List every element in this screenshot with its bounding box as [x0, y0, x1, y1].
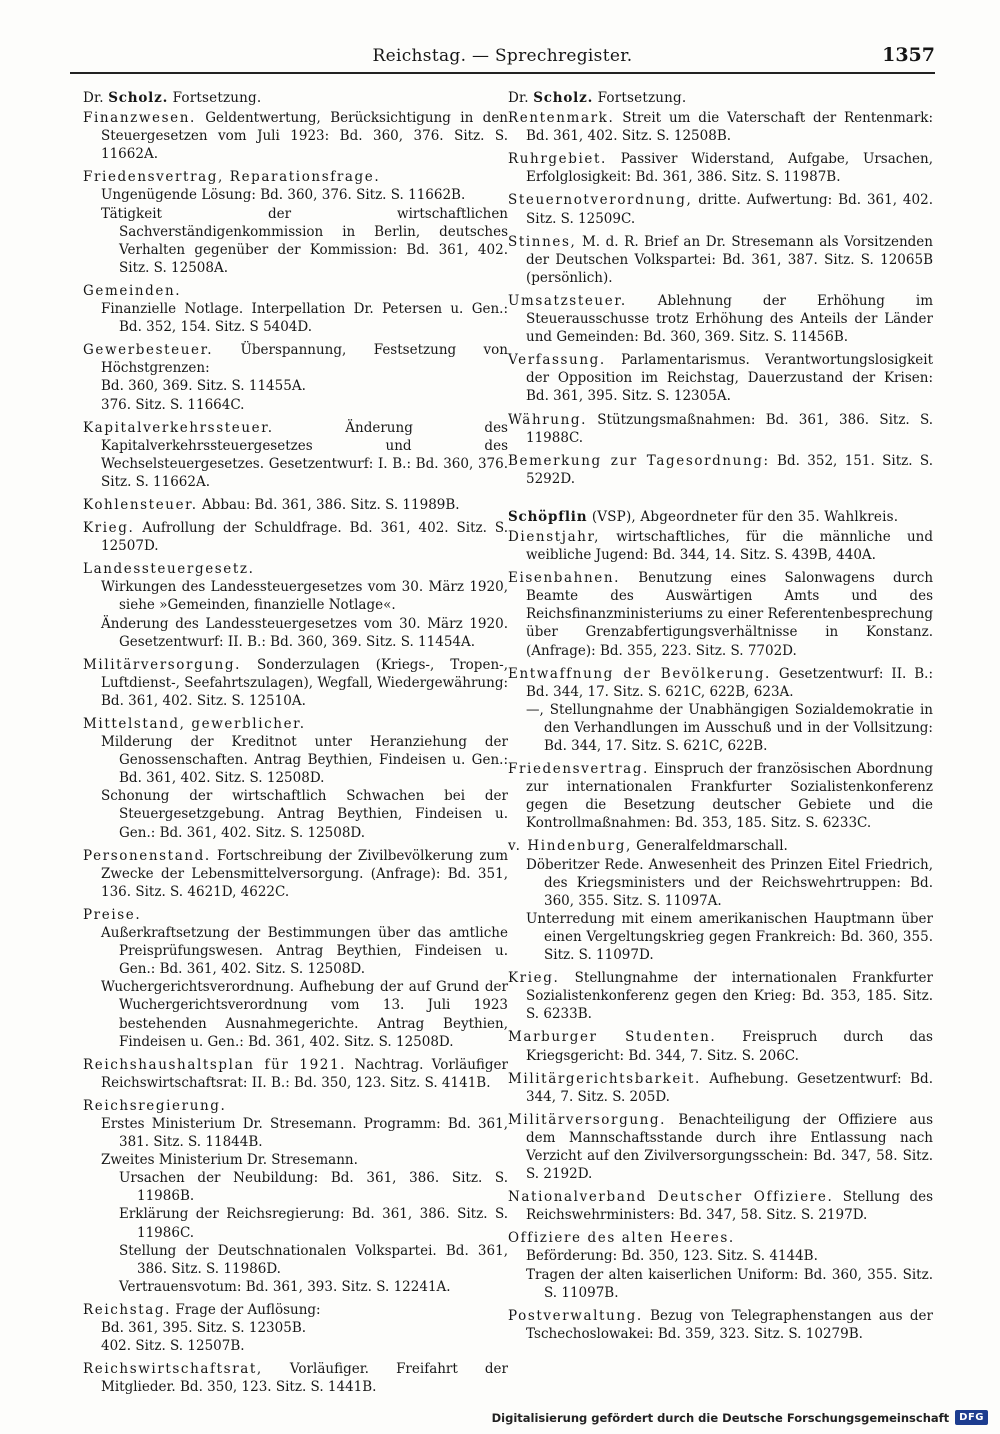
- index-entry: [83, 847, 508, 901]
- index-entry: [83, 1056, 508, 1092]
- index-entry: [508, 150, 933, 186]
- entry-subitem: Tätigkeit der wirtschaftlichen Sachverständigenkommission in Berlin, deutsches Verhalten gegenüber der Kommission: Bd. 361, 402. Sitz. S. 12508A.: [101, 205, 508, 276]
- entry-text: Änderung des Kapitalverkehrssteuergesetzes und des Wechselsteuergesetzes. Gesetzentwurf: I. B.: Bd. 360, 376. Sitz. S. 11662A.: [101, 419, 508, 490]
- entry-headword: Eisenbahnen.: [508, 570, 621, 587]
- index-entry: [83, 1301, 508, 1319]
- entry-text: Generalfeldmarschall.: [636, 838, 788, 855]
- entry-headword: Friedensvertrag, Reparationsfrage.: [83, 169, 381, 186]
- index-entry: [83, 282, 508, 300]
- footer-credit: Digitalisierung gefördert durch die Deutsche Forschungsgemeinschaft: [491, 1410, 950, 1425]
- entry-headword: Mittelstand, gewerblicher.: [83, 716, 306, 732]
- entry-text: Aufrollung der Schuldfrage. Bd. 361, 402. Sitz. S. 12507D.: [101, 520, 508, 555]
- entry-text: Überspannung, Festsetzung von Höchstgrenzen:: [101, 342, 508, 377]
- entry-text: Abbau: Bd. 361, 386. Sitz. S. 11989B.: [201, 496, 460, 513]
- entry-text: M. d. R. Brief an Dr. Stresemann als Vorsitzenden der Deutschen Volkspartei: Bd. 361, 387. Sitz. S. 12065B (persönlich).: [526, 233, 933, 286]
- entry-headword: Offiziere des alten Heeres.: [508, 1230, 735, 1247]
- entry-text: Frage der Auflösung:: [175, 1301, 321, 1318]
- entry-headword: Steuernotverordnung,: [508, 192, 693, 209]
- speaker-heading: [83, 89, 508, 107]
- index-entry: [508, 1028, 933, 1064]
- index-entry: [508, 1070, 933, 1106]
- entry-headword: Rentenmark.: [508, 110, 615, 127]
- entry-headword: Währung.: [508, 411, 588, 428]
- entry-text: Aufhebung. Gesetzentwurf: Bd. 344, 7. Sitz. S. 205D.: [526, 1070, 933, 1105]
- entry-headword: Gewerbesteuer.: [83, 342, 214, 359]
- index-entry: [83, 715, 508, 733]
- entry-headword: v. Hindenburg,: [508, 838, 632, 855]
- index-entry: [508, 760, 933, 832]
- speaker-note: Fortsetzung.: [597, 90, 687, 106]
- entry-headword: Bemerkung zur Tagesordnung:: [508, 452, 770, 469]
- right-column: [508, 89, 933, 1343]
- index-entry: [508, 109, 933, 145]
- entry-text: Passiver Widerstand, Aufgabe, Ursachen, Erfolglosigkeit: Bd. 361, 386. Sitz. S. 11987B.: [526, 151, 933, 186]
- index-entry: [83, 1360, 508, 1396]
- page-header: [70, 44, 935, 74]
- entry-text: Bd. 352, 151. Sitz. S. 5292D.: [526, 452, 933, 487]
- entry-headword: Friedensvertrag.: [508, 761, 649, 778]
- entry-subitem: Bd. 361, 395. Sitz. S. 12305B.: [101, 1320, 307, 1336]
- entry-subitem: Milderung der Kreditnot unter Heranziehung der Genossenschaften. Antrag Beythien, Findeisen u. Gen.: Bd. 361, 402. Sitz. S. 12508D.: [101, 734, 508, 787]
- entry-text: Stützungsmaßnahmen: Bd. 361, 386. Sitz. S. 11988C.: [526, 411, 933, 446]
- index-entry: [83, 496, 508, 514]
- entry-headword: Personenstand.: [83, 847, 211, 864]
- entry-text: Ablehnung der Erhöhung im Steuerausschusse trotz Erhöhung des Anteils der Länder und Gemeinden: Bd. 360, 369. Sitz. S. 11456B.: [526, 292, 933, 346]
- index-entry: [508, 1188, 933, 1224]
- entry-text: Benutzung eines Salonwagens durch Beamte des Auswärtigen Amts und des Reichsfinanzministeriums zu einer Referentenbesprechung über Grenzabfertigungsverhältnisse in Konstanz. (Anfrage): Bd. 355, 223. Sitz. S. 7702D.: [526, 570, 934, 659]
- speaker-note: (VSP), Abgeordneter für den 35. Wahlkreis.: [591, 508, 899, 525]
- entry-subitem: Tragen der alten kaiserlichen Uniform: Bd. 360, 355. Sitz. S. 11097B.: [526, 1266, 933, 1301]
- entry-subitem: Wuchergerichtsverordnung. Aufhebung der auf Grund der Wuchergerichtsverordnung vom 13. Juli 1923 bestehenden Ausnahmegerichte. Antrag Beythien, Findeisen u. Gen.: Bd. 361, 402. Sitz. S. 12508D.: [101, 979, 508, 1050]
- entry-headword: Reichshaushaltsplan für 1921.: [83, 1056, 347, 1073]
- speaker-heading: [508, 89, 933, 107]
- index-entry: [83, 519, 508, 555]
- index-entry: [83, 560, 508, 578]
- entry-headword: Postverwaltung.: [508, 1307, 643, 1324]
- entry-text: Bezug von Telegraphenstangen aus der Tschechoslowakei: Bd. 359, 323. Sitz. S. 10279B.: [526, 1307, 933, 1342]
- entry-headword: Preise.: [83, 906, 142, 923]
- entry-headword: Umsatzsteuer.: [508, 292, 627, 309]
- entry-text: Freispruch durch das Kriegsgericht: Bd. 344, 7. Sitz. S. 206C.: [526, 1029, 933, 1064]
- entry-text: Geldentwertung, Berücksichtigung in den Steuergesetzen vom Juli 1923: Bd. 360, 376. Sitz. S. 11662A.: [101, 110, 509, 163]
- entry-subitem: Zweites Ministerium Dr. Stresemann.: [101, 1152, 358, 1169]
- entry-subitem: Finanzielle Notlage. Interpellation Dr. Petersen u. Gen.: Bd. 352, 154. Sitz. S 5404D.: [101, 301, 508, 336]
- entry-headword: Entwaffnung der Bevölkerung.: [508, 665, 771, 682]
- speaker-name: Schöpflin: [508, 508, 588, 525]
- entry-headword: Militärgerichtsbarkeit.: [508, 1070, 701, 1087]
- speaker-title: Dr.: [83, 90, 104, 106]
- entry-headword: Kohlensteuer.: [83, 496, 198, 513]
- index-entry: [508, 233, 933, 287]
- entry-text: Sonderzulagen (Kriegs-, Tropen-, Luftdienst-, Seefahrtszulagen), Wegfall, Wiedergewährung: Bd. 361, 402. Sitz. S. 12510A.: [101, 656, 509, 709]
- entry-text: dritte. Aufwertung: Bd. 361, 402. Sitz. S. 12509C.: [526, 192, 933, 227]
- index-entry: [83, 419, 508, 491]
- speaker-title: Dr.: [508, 90, 529, 106]
- entry-text: wirtschaftliches, für die männliche und weibliche Jugend: Bd. 344, 14. Sitz. S. 439B, 440A.: [526, 528, 933, 564]
- entry-subitem: Stellung der Deutschnationalen Volkspartei. Bd. 361, 386. Sitz. S. 11986D.: [119, 1242, 508, 1277]
- entry-subitem: Ursachen der Neubildung: Bd. 361, 386. Sitz. S. 11986B.: [119, 1170, 508, 1205]
- index-entry: [508, 351, 933, 405]
- index-entry: [508, 665, 933, 701]
- entry-text: Gesetzentwurf: II. B.: Bd. 344, 17. Sitz. S. 621C, 622B, 623A.: [526, 665, 933, 700]
- entry-text: Nachtrag. Vorläufiger Reichswirtschaftsrat: II. B.: Bd. 350, 123. Sitz. S. 4141B.: [101, 1056, 508, 1091]
- index-entry: [508, 528, 933, 564]
- entry-subitem: Schonung der wirtschaftlich Schwachen bei der Steuergesetzgebung. Antrag Beythien, Findeisen u. Gen.: Bd. 361, 402. Sitz. S. 12508D.: [101, 788, 508, 841]
- page-number: 1357: [882, 44, 935, 66]
- entry-headword: Verfassung.: [508, 352, 606, 369]
- footer: [492, 1410, 988, 1425]
- entry-headword: Krieg.: [508, 970, 560, 987]
- entry-headword: Finanzwesen.: [83, 110, 196, 127]
- entry-subitem: 402. Sitz. S. 12507B.: [101, 1338, 245, 1355]
- entry-headword: Militärversorgung.: [83, 656, 242, 673]
- entry-headword: Krieg.: [83, 520, 135, 537]
- index-entry: [83, 109, 508, 163]
- entry-subitem: Erklärung der Reichsregierung: Bd. 361, 386. Sitz. S. 11986C.: [119, 1206, 508, 1241]
- speaker-name: Scholz.: [533, 90, 594, 106]
- entry-subitem: Döberitzer Rede. Anwesenheit des Prinzen Eitel Friedrich, des Kriegsministers und der Reichswehrtruppen: Bd. 360, 355. Sitz. S. 11097A.: [526, 856, 933, 909]
- entry-text: Parlamentarismus. Verantwortungslosigkeit der Opposition im Reichstag, Dauerzustand der Krisen: Bd. 361, 395. Sitz. S. 12305A.: [526, 352, 933, 405]
- entry-subitem: Beförderung: Bd. 350, 123. Sitz. S. 4144B.: [526, 1248, 818, 1265]
- index-entry: [83, 906, 508, 924]
- entry-text: Stellung des Reichswehrministers: Bd. 347, 58. Sitz. S. 2197D.: [526, 1189, 933, 1224]
- index-entry: [508, 191, 933, 227]
- index-entry: [508, 1229, 933, 1247]
- index-entry: [508, 1307, 933, 1343]
- entry-subitem: —, Stellungnahme der Unabhängigen Sozialdemokratie in den Verhandlungen im Ausschuß und in der Vollsitzung: Bd. 344, 17. Sitz. S. 621C, 622B.: [526, 701, 933, 754]
- entry-headword: Kapitalverkehrssteuer.: [83, 419, 274, 436]
- entry-text: Benachteiligung der Offiziere aus dem Mannschaftsstande durch ihre Entlassung nach Verzicht auf den Zivilversorgungsschein: Bd. 347, 58. Sitz. S. 2192D.: [526, 1111, 933, 1183]
- entry-headword: Militärversorgung.: [508, 1111, 667, 1128]
- speaker-name: Scholz.: [108, 90, 169, 106]
- index-entry: [83, 168, 508, 186]
- entry-subitem: Änderung des Landessteuergesetzes vom 30. März 1920. Gesetzentwurf: II. B.: Bd. 360, 369. Sitz. S. 11454A.: [101, 615, 508, 650]
- index-entry: [83, 1097, 508, 1115]
- index-entry: [508, 1111, 933, 1183]
- entry-subitem: Außerkraftsetzung der Bestimmungen über das amtliche Preisprüfungswesen. Antrag Beythien, Findeisen u. Gen.: Bd. 361, 402. Sitz. S. 12508D.: [101, 925, 508, 978]
- index-entry: [508, 837, 933, 855]
- entry-text: Streit um die Vaterschaft der Rentenmark: Bd. 361, 402. Sitz. S. 12508B.: [526, 110, 933, 145]
- entry-subitem: Bd. 360, 369. Sitz. S. 11455A.: [101, 378, 306, 395]
- entry-subitem: Ungenügende Lösung: Bd. 360, 376. Sitz. S. 11662B.: [101, 187, 466, 204]
- entry-headword: Stinnes,: [508, 233, 577, 250]
- index-entry: [508, 969, 933, 1023]
- entry-text: Fortschreibung der Zivilbevölkerung zum Zwecke der Lebensmittelversorgung. (Anfrage): Bd. 351, 136. Sitz. S. 4621D, 4622C.: [101, 847, 508, 900]
- dfg-logo: DFG: [955, 1410, 988, 1425]
- header-rule: [70, 72, 935, 74]
- index-entry: [508, 569, 933, 659]
- entry-subitem: Unterredung mit einem amerikanischen Hauptmann über einen Vergeltungskrieg gegen Frankreich: Bd. 360, 355. Sitz. S. 11097D.: [526, 910, 933, 964]
- entry-subitem: Wirkungen des Landessteuergesetzes vom 30. März 1920, siehe »Gemeinden, finanzielle Notlage«.: [101, 579, 508, 614]
- entry-subitem: Erstes Ministerium Dr. Stresemann. Programm: Bd. 361, 381. Sitz. S. 11844B.: [101, 1115, 508, 1151]
- index-entry: [508, 411, 933, 447]
- index-entry: [83, 341, 508, 377]
- speaker-heading: [508, 508, 933, 526]
- entry-headword: Gemeinden.: [83, 282, 182, 299]
- entry-text: Vorläufiger. Freifahrt der Mitglieder. Bd. 350, 123. Sitz. S. 1441B.: [101, 1361, 508, 1396]
- index-entry: [83, 656, 508, 710]
- speaker-note: Fortsetzung.: [172, 90, 262, 106]
- index-entry: [508, 452, 933, 488]
- running-title: Reichstag. — Sprechregister.: [372, 46, 633, 66]
- entry-text: Einspruch der französischen Abordnung zur internationalen Frankfurter Sozialistenkonferenz gegen die Besetzung deutscher Gebiete und die Kontrollmaßnahmen: Bd. 353, 185. Sitz. S. 6233C.: [526, 761, 934, 832]
- entry-subitem: 376. Sitz. S. 11664C.: [101, 396, 245, 413]
- entry-text: Stellungnahme der internationalen Frankfurter Sozialistenkonferenz gegen den Krieg: Bd. 353, 185. Sitz. S. 6233B.: [526, 970, 933, 1023]
- entry-headword: Ruhrgebiet.: [508, 151, 607, 168]
- left-column: [83, 89, 508, 1396]
- entry-headword: Reichstag.: [83, 1301, 172, 1318]
- entry-headword: Landessteuergesetz.: [83, 561, 255, 578]
- index-entry: [508, 292, 933, 346]
- entry-headword: Marburger Studenten.: [508, 1029, 717, 1046]
- entry-subitem: Vertrauensvotum: Bd. 361, 393. Sitz. S. 12241A.: [119, 1278, 451, 1295]
- entry-headword: Dienstjahr,: [508, 528, 600, 545]
- entry-headword: Nationalverband Deutscher Offiziere.: [508, 1189, 834, 1206]
- entry-headword: Reichsregierung.: [83, 1097, 227, 1114]
- entry-headword: Reichswirtschaftsrat,: [83, 1361, 263, 1378]
